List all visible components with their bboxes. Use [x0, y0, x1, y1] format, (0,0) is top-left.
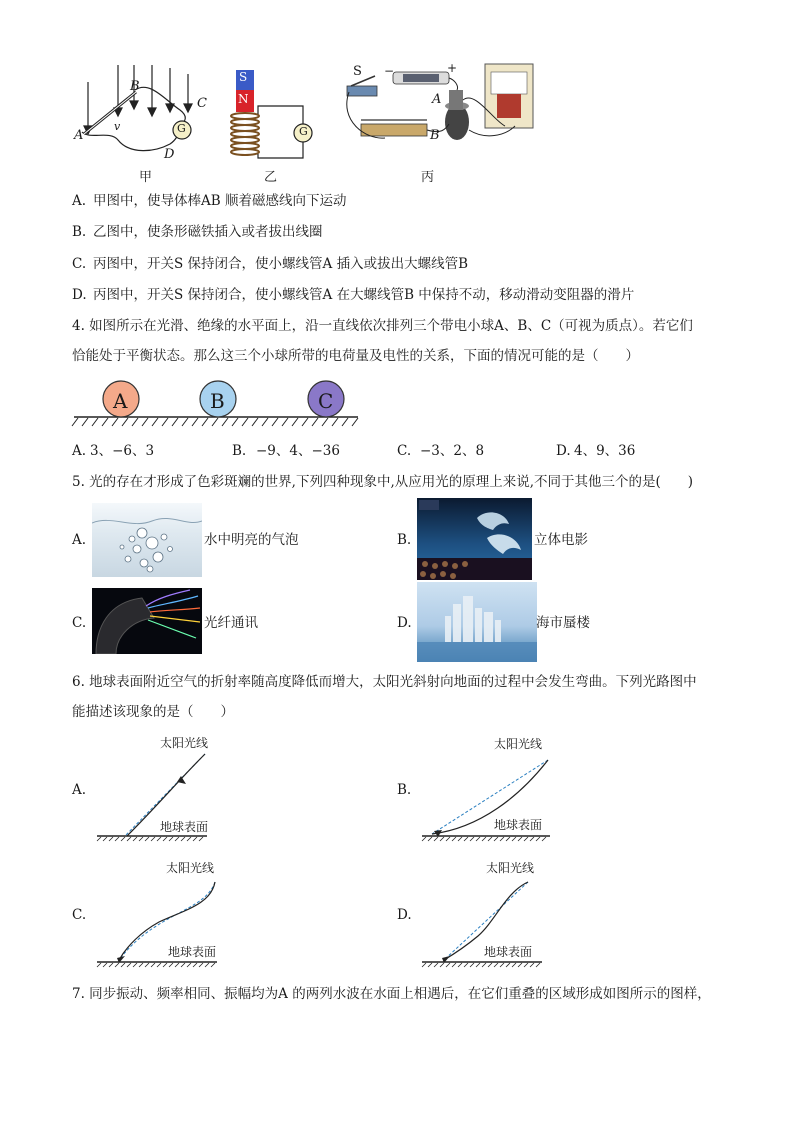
ball-a-label: A [113, 389, 128, 413]
q6-b-ground-label: 地球表面 [494, 818, 543, 832]
q3-option-b-text: 乙图中，使条形磁铁插入或者拔出线圈 [93, 224, 323, 240]
q6-option-b-label: B. [397, 782, 412, 798]
jia-label-A: A [74, 128, 84, 143]
q4-option-a-label: A. [72, 443, 87, 459]
q6-option-d-label: D. [397, 907, 412, 923]
q5-option-b-label: B. [397, 532, 412, 548]
bing-label-minus: − [384, 64, 395, 78]
q3-option-c-text: 丙图中，开关S 保持闭合，使小螺线管A 插入或拔出大螺线管B [93, 256, 468, 272]
q6-option-c-label: C. [72, 907, 87, 923]
optical-fiber-photo [92, 588, 202, 654]
q3-option-c-label: C. [72, 256, 87, 272]
q6-a-sun-label: 太阳光线 [160, 736, 209, 750]
q5-option-a-label: A. [72, 532, 87, 548]
q6-a-ground-label: 地球表面 [160, 820, 209, 834]
q4-option-c-label: C. [397, 443, 412, 459]
q5-option-c-label: C. [72, 615, 87, 631]
q5-option-d-text: 海市蜃楼 [536, 615, 590, 631]
yi-label-N: N [238, 92, 249, 106]
q5-stem: 5. 光的存在才形成了色彩斑斓的世界,下列四种现象中,从应用光的原理上来说,不同于其他三个的是( ) [72, 474, 694, 490]
q6-d-ground-label: 地球表面 [484, 945, 533, 959]
q4-option-a-text: 3、−6、3 [90, 443, 155, 459]
figure-jia [70, 60, 200, 170]
q7-stem-line1: 7. 同步振动、频率相同、振幅均为A 的两列水波在水面上相遇后，在它们重叠的区域形成如图所示的图样， [72, 986, 711, 1002]
q5-option-d-label: D. [397, 615, 412, 631]
mirage-photo [417, 582, 537, 662]
q5-option-c-text: 光纤通讯 [204, 615, 258, 631]
q6-b-sun-label: 太阳光线 [494, 737, 543, 751]
q5-option-a-text: 水中明亮的气泡 [204, 532, 299, 548]
jia-label-G: G [177, 122, 186, 135]
ball-c-label: C [318, 389, 334, 413]
q6-c-ground-label: 地球表面 [168, 945, 217, 959]
bing-label-S: S [353, 64, 362, 79]
jia-label-C: C [197, 96, 207, 111]
q3-option-a-label: A. [72, 193, 87, 209]
q3-option-b-label: B. [72, 224, 87, 240]
q6-d-sun-label: 太阳光线 [486, 861, 535, 875]
q4-option-d-label: D. [556, 443, 571, 459]
q6-option-a-label: A. [72, 782, 87, 798]
figure-bing [345, 60, 545, 160]
bubbles-photo [92, 503, 202, 577]
yi-label-G: G [299, 125, 308, 138]
yi-label-S: S [239, 70, 248, 84]
q3-option-d-label: D. [72, 287, 87, 303]
q4-stem-line2: 恰能处于平衡状态。那么这三个小球所带的电荷量及电性的关系，下面的情况可能的是（ ） [72, 348, 639, 364]
jia-label-v: v [114, 120, 121, 133]
q5-option-b-text: 立体电影 [534, 532, 588, 548]
bing-label-B: B [430, 128, 440, 143]
q6-c-sun-label: 太阳光线 [166, 861, 215, 875]
q4-option-c-text: −3、2、8 [420, 443, 485, 459]
q4-option-d-text: 4、9、36 [574, 443, 636, 459]
3d-movie-photo [417, 498, 532, 580]
q4-stem-line1: 4. 如图所示在光滑、绝缘的水平面上，沿一直线依次排列三个带电小球A、B、C（可视为质点）。若它们 [72, 318, 693, 334]
caption-yi: 乙 [264, 170, 278, 185]
q4-option-b-label: B. [232, 443, 247, 459]
q6-stem-line1: 6. 地球表面附近空气的折射率随高度降低而增大，太阳光斜射向地面的过程中会发生弯曲。下列光路图中 [72, 674, 697, 690]
bing-label-A: A [432, 92, 442, 107]
ball-b-label: B [210, 389, 225, 413]
q6-stem-line2: 能描述该现象的是（ ） [72, 704, 234, 720]
bing-label-plus: + [447, 61, 458, 75]
caption-bing: 丙 [421, 170, 435, 185]
q3-option-a-text: 甲图中，使导体棒AB 顺着磁感线向下运动 [93, 193, 347, 209]
caption-jia: 甲 [139, 170, 153, 185]
q4-option-b-text: −9、4、−36 [256, 443, 340, 459]
jia-label-B: B [130, 79, 140, 94]
jia-label-D: D [164, 147, 175, 162]
q3-option-d-text: 丙图中，开关S 保持闭合，使小螺线管A 在大螺线管B 中保持不动，移动滑动变阻器的滑片 [93, 287, 635, 303]
